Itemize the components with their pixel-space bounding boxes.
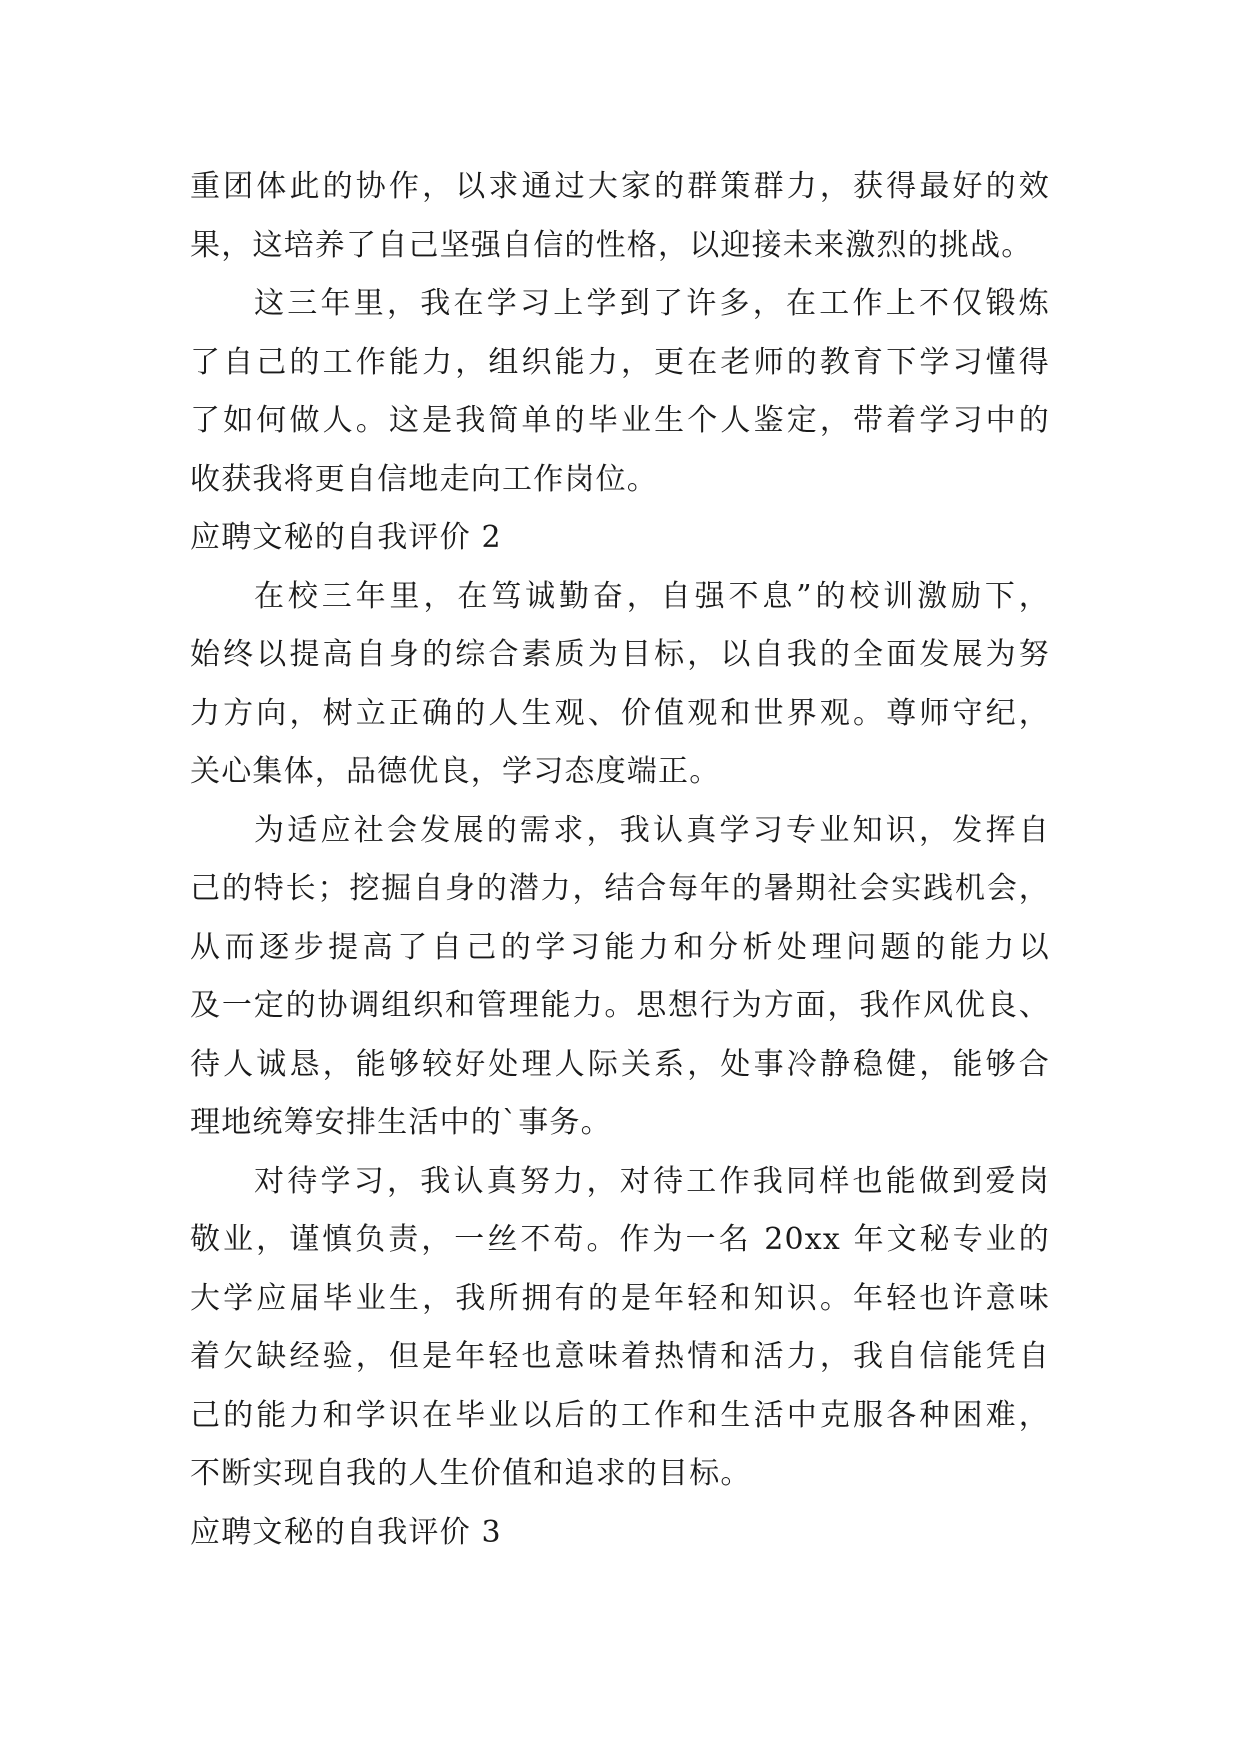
- paragraph-continued: [190, 158, 1050, 275]
- paragraph-line: 己的特长；挖掘自身的潜力，结合每年的暑期社会实践机会，: [190, 871, 1050, 906]
- paragraph-line: 及一定的协调组织和管理能力。思想行为方面，我作风优良、: [190, 988, 1050, 1023]
- paragraph-line: 在校三年里，在笃诚勤奋，自强不息”的校训激励下，: [254, 578, 1050, 614]
- paragraph-line: 这三年里，我在学习上学到了许多，在工作上不仅锻炼: [254, 286, 1050, 321]
- paragraph: [190, 802, 1050, 1153]
- paragraph: [190, 568, 1050, 802]
- paragraph-line: 了如何做人。这是我简单的毕业生个人鉴定，带着学习中的: [190, 403, 1050, 438]
- paragraph-line: 待人诚恳，能够较好处理人际关系，处事冷静稳健，能够合: [190, 1046, 1050, 1082]
- paragraph-line: 收获我将更自信地走向工作岗位。: [190, 461, 658, 497]
- paragraph-line: 大学应届毕业生，我所拥有的是年轻和知识。年轻也许意味: [190, 1280, 1050, 1316]
- paragraph-line: 果，这培养了自己坚强自信的性格，以迎接未来激烈的挑战。: [190, 227, 1033, 263]
- paragraph-line: 理地统筹安排生活中的`事务。: [190, 1105, 612, 1140]
- paragraph: [190, 275, 1050, 509]
- paragraph-line: 力方向，树立正确的人生观、价值观和世界观。尊师守纪，: [190, 695, 1050, 731]
- paragraph-line: 从而逐步提高了自己的学习能力和分析处理问题的能力以: [190, 929, 1050, 965]
- paragraph-line: 了自己的工作能力，组织能力，更在老师的教育下学习懂得: [190, 344, 1050, 380]
- paragraph-line: 关心集体，品德优良，学习态度端正。: [190, 754, 721, 789]
- paragraph-line: 己的能力和学识在毕业以后的工作和生活中克服各种困难，: [190, 1397, 1050, 1433]
- section-heading: 应聘文秘的自我评价 3: [190, 1514, 502, 1550]
- paragraph-line: 重团体此的协作，以求通过大家的群策群力，获得最好的效: [190, 169, 1050, 204]
- paragraph-line: 对待学习，我认真努力，对待工作我同样也能做到爱岗: [254, 1163, 1050, 1199]
- document-body: [190, 158, 1050, 1562]
- paragraph-line: 敬业，谨慎负责，一丝不苟。作为一名 20xx 年文秘专业的: [190, 1222, 1050, 1257]
- paragraph: [190, 1153, 1050, 1504]
- paragraph-line: 为适应社会发展的需求，我认真学习专业知识，发挥自: [254, 812, 1050, 848]
- paragraph-line: 着欠缺经验，但是年轻也意味着热情和活力，我自信能凭自: [190, 1339, 1050, 1374]
- paragraph-line: 始终以提高自身的综合素质为目标，以自我的全面发展为努: [190, 637, 1050, 672]
- section-heading: 应聘文秘的自我评价 2: [190, 520, 502, 555]
- paragraph-line: 不断实现自我的人生价值和追求的目标。: [190, 1456, 752, 1491]
